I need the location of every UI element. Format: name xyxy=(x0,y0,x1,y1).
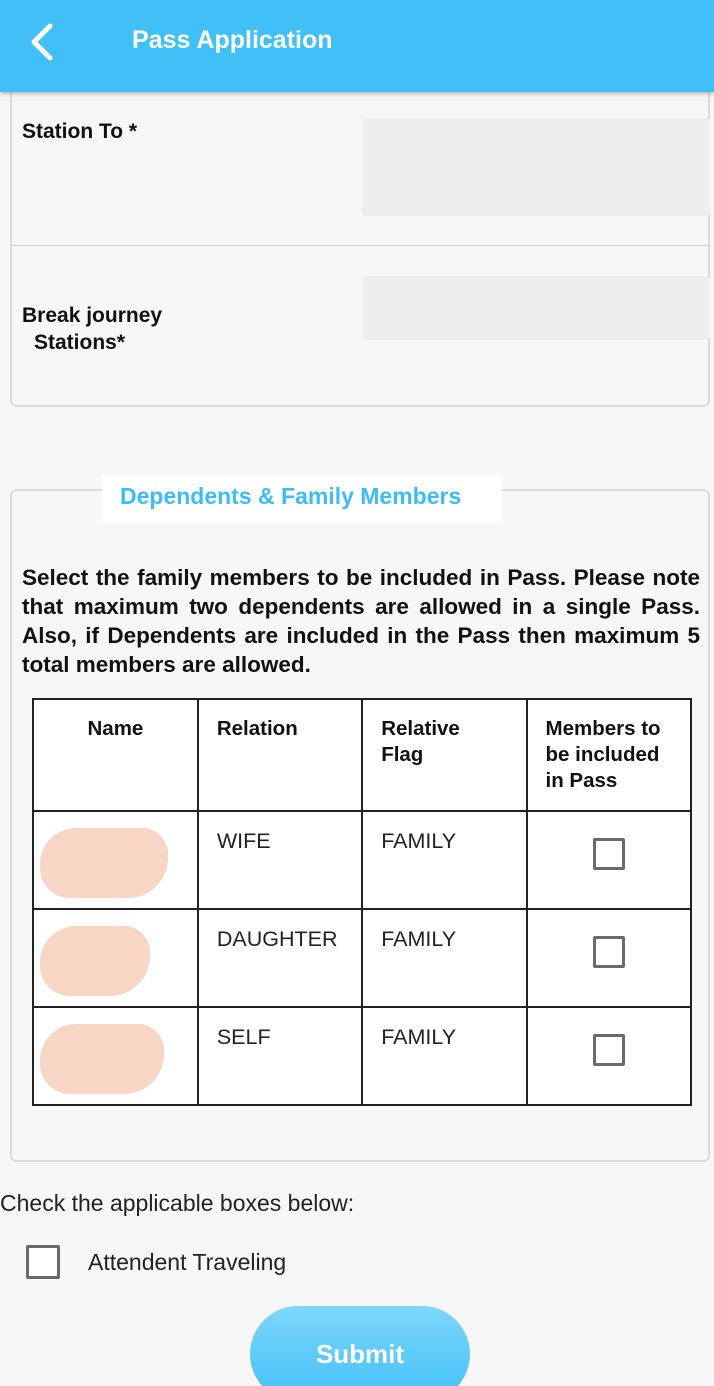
include-member-checkbox[interactable] xyxy=(593,838,625,870)
redacted-name xyxy=(40,926,150,996)
dependents-instructions: Select the family members to be included in Pass. Please note that maximum two dependents are allowed in a single Pass. Also, if Dependents are included in the Pass then maximum 5 total members are allowed. xyxy=(22,565,700,677)
member-name-cell xyxy=(33,1007,198,1105)
member-name-cell xyxy=(33,811,198,909)
dependents-legend: Dependents & Family Members xyxy=(102,475,502,523)
break-journey-input[interactable] xyxy=(362,276,710,340)
member-flag: FAMILY xyxy=(362,811,526,909)
member-relation: SELF xyxy=(198,1007,362,1105)
member-flag: FAMILY xyxy=(362,909,526,1007)
back-button[interactable] xyxy=(18,18,66,66)
app-bar xyxy=(0,0,714,92)
members-table xyxy=(32,698,692,1106)
column-header-relative-flag: Relative Flag xyxy=(362,699,526,811)
column-header-members-included: Members to be included in Pass xyxy=(527,699,692,811)
attendant-checkbox[interactable] xyxy=(26,1245,60,1279)
checkbox-note: Check the applicable boxes below: xyxy=(0,1190,355,1216)
column-header-name: Name xyxy=(33,699,198,811)
submit-button[interactable]: Submit xyxy=(250,1306,470,1386)
chevron-left-icon xyxy=(18,18,66,66)
member-include-cell xyxy=(527,1007,692,1105)
attendant-label: Attendent Traveling xyxy=(88,1249,287,1275)
include-member-checkbox[interactable] xyxy=(593,1034,625,1066)
table-row xyxy=(33,811,691,909)
station-to-input[interactable] xyxy=(362,118,710,216)
break-journey-label: Break journey Stations* xyxy=(22,304,163,354)
member-flag: FAMILY xyxy=(362,1007,526,1105)
table-header-row xyxy=(33,699,691,811)
dependents-card xyxy=(10,483,710,1162)
table-row xyxy=(33,909,691,1007)
journey-card xyxy=(10,80,710,407)
redacted-name xyxy=(40,828,168,898)
page-title: Pass Application xyxy=(132,26,333,54)
include-member-checkbox[interactable] xyxy=(593,936,625,968)
column-header-relation: Relation xyxy=(198,699,362,811)
divider xyxy=(12,245,710,246)
member-include-cell xyxy=(527,811,692,909)
table-row xyxy=(33,1007,691,1105)
station-to-label: Station To * xyxy=(22,120,138,143)
member-name-cell xyxy=(33,909,198,1007)
member-relation: DAUGHTER xyxy=(198,909,362,1007)
member-relation: WIFE xyxy=(198,811,362,909)
redacted-name xyxy=(40,1024,164,1094)
member-include-cell xyxy=(527,909,692,1007)
